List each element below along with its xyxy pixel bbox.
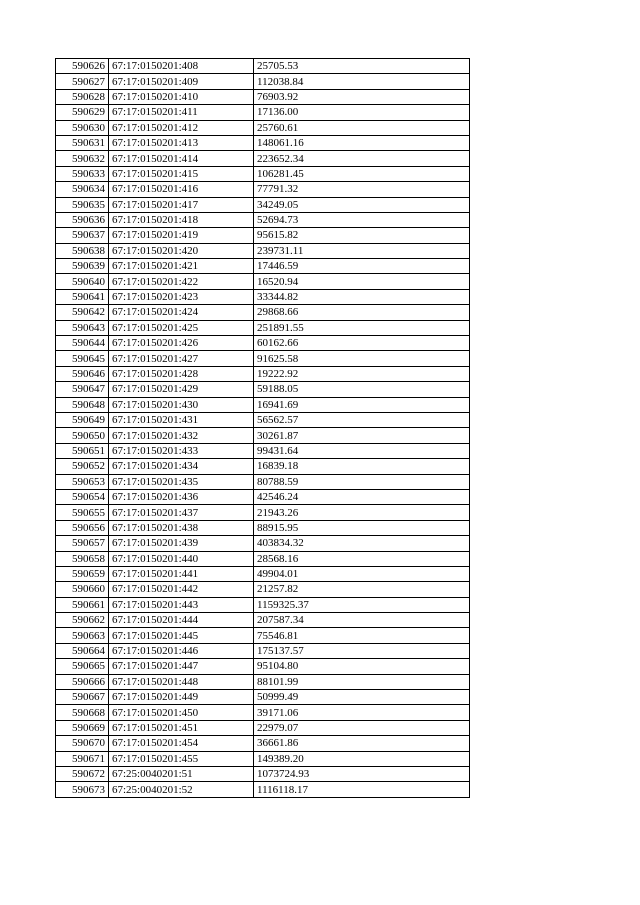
cadastral-number-cell: 67:17:0150201:417: [109, 197, 254, 212]
cadastral-number-cell: 67:17:0150201:425: [109, 320, 254, 335]
row-number-cell: 590666: [56, 674, 109, 689]
row-number-cell: 590650: [56, 428, 109, 443]
cadastral-number-cell: 67:17:0150201:438: [109, 520, 254, 535]
table-row: [56, 74, 470, 89]
value-cell: 50999.49: [254, 690, 470, 705]
table-row: [56, 459, 470, 474]
table-row: [56, 613, 470, 628]
table-row: [56, 782, 470, 797]
cadastral-number-cell: 67:17:0150201:424: [109, 305, 254, 320]
row-number-cell: 590653: [56, 474, 109, 489]
cadastral-number-cell: 67:17:0150201:447: [109, 659, 254, 674]
row-number-cell: 590665: [56, 659, 109, 674]
value-cell: 29868.66: [254, 305, 470, 320]
cadastral-number-cell: 67:17:0150201:412: [109, 120, 254, 135]
cadastral-number-cell: 67:17:0150201:455: [109, 751, 254, 766]
row-number-cell: 590643: [56, 320, 109, 335]
table-row: [56, 182, 470, 197]
row-number-cell: 590664: [56, 643, 109, 658]
table-row: [56, 751, 470, 766]
table-row: [56, 166, 470, 181]
table-row: [56, 135, 470, 150]
row-number-cell: 590673: [56, 782, 109, 797]
value-cell: 19222.92: [254, 366, 470, 381]
table-row: [56, 336, 470, 351]
table-row: [56, 351, 470, 366]
data-table: [55, 58, 470, 798]
row-number-cell: 590647: [56, 382, 109, 397]
cadastral-number-cell: 67:17:0150201:444: [109, 613, 254, 628]
cadastral-number-cell: 67:17:0150201:429: [109, 382, 254, 397]
value-cell: 25705.53: [254, 59, 470, 74]
value-cell: 28568.16: [254, 551, 470, 566]
row-number-cell: 590656: [56, 520, 109, 535]
row-number-cell: 590662: [56, 613, 109, 628]
value-cell: 1159325.37: [254, 597, 470, 612]
value-cell: 149389.20: [254, 751, 470, 766]
table-row: [56, 397, 470, 412]
table-row: [56, 89, 470, 104]
cadastral-number-cell: 67:17:0150201:435: [109, 474, 254, 489]
table-row: [56, 212, 470, 227]
cadastral-number-cell: 67:17:0150201:441: [109, 566, 254, 581]
value-cell: 76903.92: [254, 89, 470, 104]
value-cell: 80788.59: [254, 474, 470, 489]
row-number-cell: 590636: [56, 212, 109, 227]
row-number-cell: 590669: [56, 720, 109, 735]
cadastral-number-cell: 67:17:0150201:433: [109, 443, 254, 458]
table-row: [56, 274, 470, 289]
cadastral-number-cell: 67:17:0150201:446: [109, 643, 254, 658]
value-cell: 1116118.17: [254, 782, 470, 797]
value-cell: 25760.61: [254, 120, 470, 135]
cadastral-number-cell: 67:17:0150201:434: [109, 459, 254, 474]
cadastral-number-cell: 67:17:0150201:432: [109, 428, 254, 443]
value-cell: 95104.80: [254, 659, 470, 674]
value-cell: 56562.57: [254, 412, 470, 427]
value-cell: 60162.66: [254, 336, 470, 351]
row-number-cell: 590654: [56, 489, 109, 504]
cadastral-number-cell: 67:17:0150201:415: [109, 166, 254, 181]
value-cell: 30261.87: [254, 428, 470, 443]
cadastral-number-cell: 67:17:0150201:414: [109, 151, 254, 166]
cadastral-number-cell: 67:17:0150201:449: [109, 690, 254, 705]
value-cell: 223652.34: [254, 151, 470, 166]
row-number-cell: 590633: [56, 166, 109, 181]
row-number-cell: 590659: [56, 566, 109, 581]
table-row: [56, 520, 470, 535]
table-row: [56, 259, 470, 274]
cadastral-number-cell: 67:17:0150201:408: [109, 59, 254, 74]
value-cell: 59188.05: [254, 382, 470, 397]
table-row: [56, 643, 470, 658]
table-row: [56, 582, 470, 597]
row-number-cell: 590635: [56, 197, 109, 212]
value-cell: 42546.24: [254, 489, 470, 504]
cadastral-number-cell: 67:17:0150201:431: [109, 412, 254, 427]
cadastral-number-cell: 67:17:0150201:436: [109, 489, 254, 504]
value-cell: 21257.82: [254, 582, 470, 597]
table-row: [56, 474, 470, 489]
value-cell: 112038.84: [254, 74, 470, 89]
cadastral-number-cell: 67:17:0150201:418: [109, 212, 254, 227]
table-row: [56, 736, 470, 751]
table-row: [56, 720, 470, 735]
value-cell: 21943.26: [254, 505, 470, 520]
value-cell: 88915.95: [254, 520, 470, 535]
table-row: [56, 412, 470, 427]
value-cell: 75546.81: [254, 628, 470, 643]
row-number-cell: 590667: [56, 690, 109, 705]
row-number-cell: 590630: [56, 120, 109, 135]
value-cell: 1073724.93: [254, 766, 470, 781]
row-number-cell: 590626: [56, 59, 109, 74]
cadastral-number-cell: 67:17:0150201:413: [109, 135, 254, 150]
table-row: [56, 366, 470, 381]
cadastral-number-cell: 67:25:0040201:52: [109, 782, 254, 797]
table-row: [56, 305, 470, 320]
table-row: [56, 659, 470, 674]
row-number-cell: 590668: [56, 705, 109, 720]
cadastral-number-cell: 67:17:0150201:422: [109, 274, 254, 289]
cadastral-number-cell: 67:17:0150201:421: [109, 259, 254, 274]
value-cell: 34249.05: [254, 197, 470, 212]
row-number-cell: 590627: [56, 74, 109, 89]
table-row: [56, 551, 470, 566]
value-cell: 88101.99: [254, 674, 470, 689]
value-cell: 17446.59: [254, 259, 470, 274]
cadastral-number-cell: 67:17:0150201:423: [109, 289, 254, 304]
table-row: [56, 628, 470, 643]
table-row: [56, 566, 470, 581]
cadastral-number-cell: 67:17:0150201:410: [109, 89, 254, 104]
table-body: [56, 59, 470, 798]
row-number-cell: 590657: [56, 536, 109, 551]
table-row: [56, 766, 470, 781]
value-cell: 148061.16: [254, 135, 470, 150]
row-number-cell: 590634: [56, 182, 109, 197]
table-row: [56, 705, 470, 720]
cadastral-number-cell: 67:17:0150201:443: [109, 597, 254, 612]
value-cell: 33344.82: [254, 289, 470, 304]
cadastral-number-cell: 67:17:0150201:409: [109, 74, 254, 89]
value-cell: 251891.55: [254, 320, 470, 335]
table-row: [56, 428, 470, 443]
cadastral-number-cell: 67:17:0150201:411: [109, 105, 254, 120]
row-number-cell: 590645: [56, 351, 109, 366]
value-cell: 52694.73: [254, 212, 470, 227]
table-row: [56, 443, 470, 458]
table-row: [56, 489, 470, 504]
row-number-cell: 590629: [56, 105, 109, 120]
cadastral-number-cell: 67:17:0150201:448: [109, 674, 254, 689]
table-row: [56, 505, 470, 520]
row-number-cell: 590628: [56, 89, 109, 104]
value-cell: 16520.94: [254, 274, 470, 289]
row-number-cell: 590641: [56, 289, 109, 304]
row-number-cell: 590649: [56, 412, 109, 427]
row-number-cell: 590663: [56, 628, 109, 643]
row-number-cell: 590661: [56, 597, 109, 612]
table-row: [56, 289, 470, 304]
cadastral-number-cell: 67:17:0150201:419: [109, 228, 254, 243]
value-cell: 403834.32: [254, 536, 470, 551]
cadastral-number-cell: 67:17:0150201:426: [109, 336, 254, 351]
cadastral-number-cell: 67:17:0150201:442: [109, 582, 254, 597]
table-row: [56, 382, 470, 397]
row-number-cell: 590644: [56, 336, 109, 351]
value-cell: 99431.64: [254, 443, 470, 458]
value-cell: 36661.86: [254, 736, 470, 751]
value-cell: 17136.00: [254, 105, 470, 120]
cadastral-number-cell: 67:17:0150201:445: [109, 628, 254, 643]
row-number-cell: 590642: [56, 305, 109, 320]
cadastral-number-cell: 67:17:0150201:437: [109, 505, 254, 520]
value-cell: 91625.58: [254, 351, 470, 366]
cadastral-number-cell: 67:25:0040201:51: [109, 766, 254, 781]
value-cell: 207587.34: [254, 613, 470, 628]
value-cell: 77791.32: [254, 182, 470, 197]
row-number-cell: 590631: [56, 135, 109, 150]
row-number-cell: 590658: [56, 551, 109, 566]
row-number-cell: 590632: [56, 151, 109, 166]
table-row: [56, 228, 470, 243]
value-cell: 239731.11: [254, 243, 470, 258]
value-cell: 39171.06: [254, 705, 470, 720]
value-cell: 16941.69: [254, 397, 470, 412]
value-cell: 106281.45: [254, 166, 470, 181]
table-row: [56, 674, 470, 689]
cadastral-number-cell: 67:17:0150201:440: [109, 551, 254, 566]
cadastral-number-cell: 67:17:0150201:420: [109, 243, 254, 258]
row-number-cell: 590671: [56, 751, 109, 766]
table-row: [56, 151, 470, 166]
cadastral-number-cell: 67:17:0150201:439: [109, 536, 254, 551]
table-row: [56, 105, 470, 120]
row-number-cell: 590637: [56, 228, 109, 243]
row-number-cell: 590638: [56, 243, 109, 258]
row-number-cell: 590672: [56, 766, 109, 781]
table-row: [56, 320, 470, 335]
cadastral-number-cell: 67:17:0150201:450: [109, 705, 254, 720]
cadastral-number-cell: 67:17:0150201:451: [109, 720, 254, 735]
table-row: [56, 597, 470, 612]
cadastral-number-cell: 67:17:0150201:430: [109, 397, 254, 412]
row-number-cell: 590660: [56, 582, 109, 597]
row-number-cell: 590655: [56, 505, 109, 520]
table-row: [56, 243, 470, 258]
value-cell: 49904.01: [254, 566, 470, 581]
row-number-cell: 590639: [56, 259, 109, 274]
row-number-cell: 590640: [56, 274, 109, 289]
value-cell: 175137.57: [254, 643, 470, 658]
row-number-cell: 590651: [56, 443, 109, 458]
table-row: [56, 536, 470, 551]
table-row: [56, 120, 470, 135]
table-row: [56, 690, 470, 705]
table-row: [56, 197, 470, 212]
cadastral-number-cell: 67:17:0150201:427: [109, 351, 254, 366]
value-cell: 16839.18: [254, 459, 470, 474]
cadastral-number-cell: 67:17:0150201:454: [109, 736, 254, 751]
value-cell: 22979.07: [254, 720, 470, 735]
row-number-cell: 590670: [56, 736, 109, 751]
value-cell: 95615.82: [254, 228, 470, 243]
row-number-cell: 590646: [56, 366, 109, 381]
table-row: [56, 59, 470, 74]
row-number-cell: 590648: [56, 397, 109, 412]
cadastral-number-cell: 67:17:0150201:428: [109, 366, 254, 381]
row-number-cell: 590652: [56, 459, 109, 474]
cadastral-number-cell: 67:17:0150201:416: [109, 182, 254, 197]
